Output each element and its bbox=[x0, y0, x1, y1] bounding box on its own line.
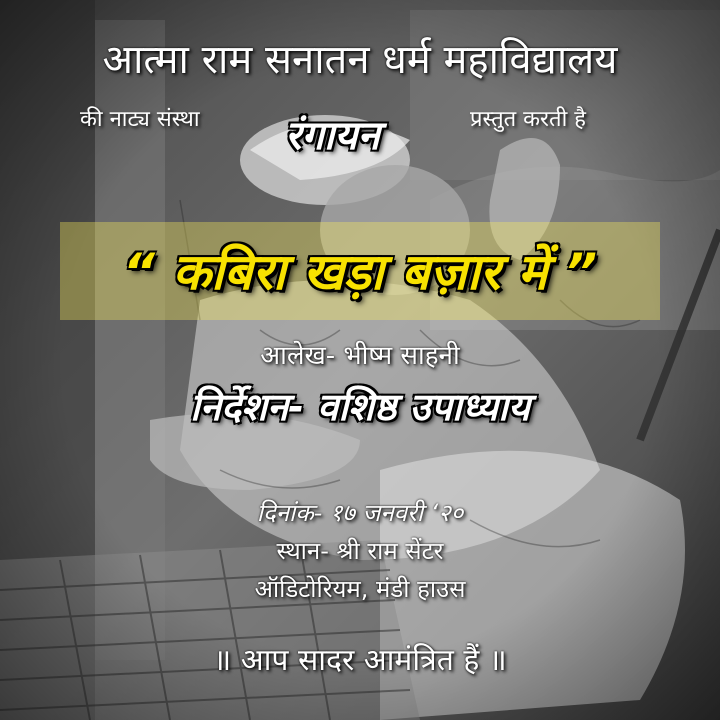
invitation-text: ॥ आप सादर आमंत्रित हैं ॥ bbox=[213, 643, 507, 678]
play-title: “ कबिरा खड़ा बज़ार में ” bbox=[122, 243, 598, 301]
college-name: आत्मा राम सनातन धर्म महाविद्यालय bbox=[102, 37, 618, 83]
venue-line-2: ऑडिटोरियम, मंडी हाउस bbox=[254, 575, 466, 603]
event-date: दिनांक- १७ जनवरी ‘२० bbox=[256, 499, 464, 527]
writer-credit: आलेख- भीष्म साहनी bbox=[260, 341, 460, 371]
presents-text: प्रस्तुत करती है bbox=[470, 107, 586, 132]
venue-line-1: स्थान- श्री राम सेंटर bbox=[276, 537, 444, 565]
troupe-name: रंगायन bbox=[285, 113, 380, 159]
troupe-intro: की नाट्य संस्था bbox=[80, 107, 200, 132]
director-credit: निर्देशन- वशिष्ठ उपाध्याय bbox=[190, 385, 530, 429]
